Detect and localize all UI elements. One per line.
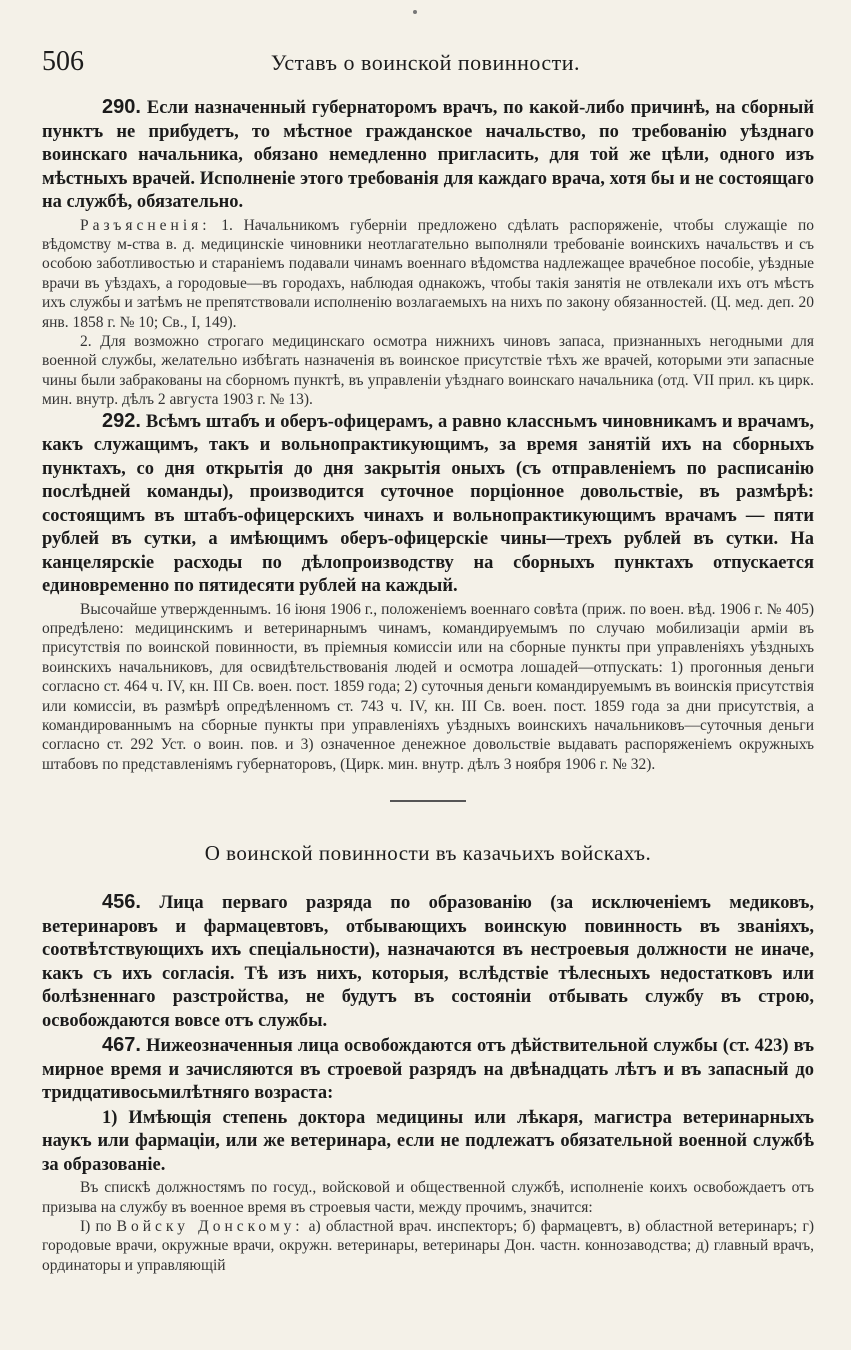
note-text: Высочайше утвержденнымъ. 16 іюня 1906 г., положеніемъ военнаго совѣта (приж. по воен. вѣд. 1906 г. № 405) опредѣлено: медицинскимъ и ветеринарнымъ чинамъ, командируемымъ по случаю мобилизаціи арміи въ присутствія по воинской повинности, въ пріемныя комиссіи или на сборные пункты при управленіяхъ уѣздныхъ воинскихъ начальниковъ, для освидѣтельствованія людей и осмотра лошадей—отпускать: 1) прогонныя деньги согласно ст. 464 ч. IV, кн. III Св. воен. пост. 1859 года; 2) суточныя деньги командируемымъ въ воинскія присутствія или комиссіи, въ размѣрѣ опредѣленномъ ст. 743 ч. IV, кн. III Св. воен. пост. 1859 года за дни присутствія, а командированнымъ на сборные пункты при управленіяхъ уѣздныхъ воинскихъ начальниковъ—суточныя деньги согласно ст. 292 Уст. о воин. пов. и 3) означенное денежное довольствіе выдавать распоряженіемъ окружныхъ штабовъ по представленіямъ губернаторовъ, (Цирк. мин. внутр. дѣлъ 3 ноября 1906 г. № 32). — [42, 600, 814, 773]
article-number: 292. — [102, 409, 141, 432]
note-290-1 — [42, 216, 814, 332]
note-467-b — [42, 1217, 814, 1275]
article-text: Если назначенный губернаторомъ врачъ, по какой-либо причинѣ, на сборный пунктъ не прибудетъ, то мѣстное гражданское начальство, по требованію уѣзднаго воинскаго начальника, обязано немедленно пригласить, для той же цѣли, одного изъ мѣстныхъ врачей. Исполненіе этого требованія для каждаго врача, хотя бы и не состоящаго на службѣ, обязательно. — [42, 98, 815, 212]
note-lead: Войску Донскому: — [116, 1218, 304, 1236]
article-text: Лица перваго разряда по образованію (за исключеніемъ медиковъ, ветеринаровъ и фармацевтовъ, отбывающихъ воинскую повинность въ званіяхъ, соотвѣтствующихъ ихъ спеціальности), назначаются въ нестроевыя должности не иначе, какъ съ ихъ согласія. Тѣ изъ нихъ, которыя, вслѣдствіе тѣлесныхъ недостатковъ или болѣзненнаго разстройства, не будутъ въ состояніи отбывать службу въ строю, освобождаются вовсе отъ службы. — [42, 893, 815, 1031]
note-292 — [42, 600, 814, 775]
article-text: Всѣмъ штабъ и оберъ-офицерамъ, а равно классньмъ чиновникамъ и врачамъ, какъ служащимъ, такъ и вольнопрактикующимъ, за время занятій ихъ на сборныхъ пунктахъ, со дня открытія до дня закрытія оныхъ (съ отправленіемъ по расписанію послѣдней команды), производится суточное порціонное довольствіе, въ размѣрѣ: состоящимъ въ штабъ-офицерскихъ чинахъ и вольнопрактикующимъ врачамъ — пяти рублей въ сутки, а имѣющимъ оберъ-офицерскіе чины—трехъ рублей въ сутки. На канцелярскіе расходы по дѣлопроизводству на сборныхъ пунктахъ отпускается единовременно по пятидесяти рублей на каждый. — [42, 411, 814, 597]
article-number: 467. — [102, 1034, 141, 1057]
running-title: Уставъ о воинской повинности. — [270, 50, 581, 75]
note-lead: Разъясненія: — [80, 216, 211, 234]
article-467 — [42, 1034, 814, 1106]
page-number: 506 — [42, 46, 84, 77]
article-290 — [42, 96, 814, 215]
note-text: Въ спискѣ должностямъ по госуд., войсковой и общественной службѣ, исполненіе коихъ освобождаетъ отъ призыва на службу въ военное время въ строевыя части, между прочимъ, значится: — [42, 1179, 814, 1216]
article-467-item-1 — [42, 1107, 814, 1178]
article-456 — [42, 891, 814, 1033]
note-text: а) областной врач. инспекторъ; б) фармацевтъ, в) областной ветеринаръ; г) городовые врачи, окружные врачи, окружн. ветеринары, ветеринары Дон. частн. коннозаводства; д) главный врачъ, ординаторы и управляющій — [42, 1218, 814, 1274]
note-467-a — [42, 1178, 814, 1217]
note-prefix: I) по — [80, 1218, 117, 1236]
section-divider — [390, 800, 466, 802]
page-speck — [413, 10, 417, 14]
article-text: 1) Имѣющія степень доктора медицины или лѣкаря, магистра ветеринарныхъ наукъ или фармаціи, или же ветеринара, если не подлежатъ обязательной военной службѣ за образованіе. — [42, 1107, 814, 1175]
page-body — [42, 96, 814, 1275]
note-290-2 — [42, 332, 814, 410]
page-header — [0, 40, 851, 80]
article-text: Нижеозначенныя лица освобождаются отъ дѣйствительной службы (ст. 423) въ мирное время и зачисляются въ строевой разрядъ на двѣнадцать лѣтъ и въ запасный до тридцативосьмилѣтняго возраста: — [42, 1036, 814, 1104]
article-number: 456. — [102, 891, 141, 914]
note-text: 1. Начальникомъ губерніи предложено сдѣлать распоряженіе, чтобы служащіе по вѣдомству м-ства в. д. медицинскіе чиновники неотлагательно выполняли требованіе воинскихъ начальствъ и съ особою заботливостью и стараніемъ подавали чинамъ военнаго вѣдомства надлежащее врачебное пособіе, уѣздные врачи въ уѣздахъ, а городовые—въ городахъ, наблюдая однакожъ, чтобы такія занятія не отвлекали ихъ отъ мѣстъ ихъ службы и затѣмъ не препятствовали исполненію возлагаемыхъ на нихъ по закону обязанностей. (Ц. мед. деп. 20 янв. 1858 г. № 10; Св., I, 149). — [42, 216, 814, 331]
note-text: 2. Для возможно строгаго медицинскаго осмотра нижнихъ чиновъ запаса, признанныхъ негодными для военной службы, желательно избѣгать назначенія въ воинское присутствіе тѣхъ же врачей, которыми эти запасные чины были забракованы на сборномъ пунктѣ, въ управленіи уѣзднаго воинскаго начальника (отд. VII прил. къ цирк. мин. внутр. дѣлъ 2 августа 1903 г. № 13). — [42, 332, 814, 409]
article-292 — [42, 410, 814, 599]
section-title: О воинской повинности въ казачьихъ войскахъ. — [204, 841, 652, 866]
article-number: 290. — [102, 96, 141, 118]
